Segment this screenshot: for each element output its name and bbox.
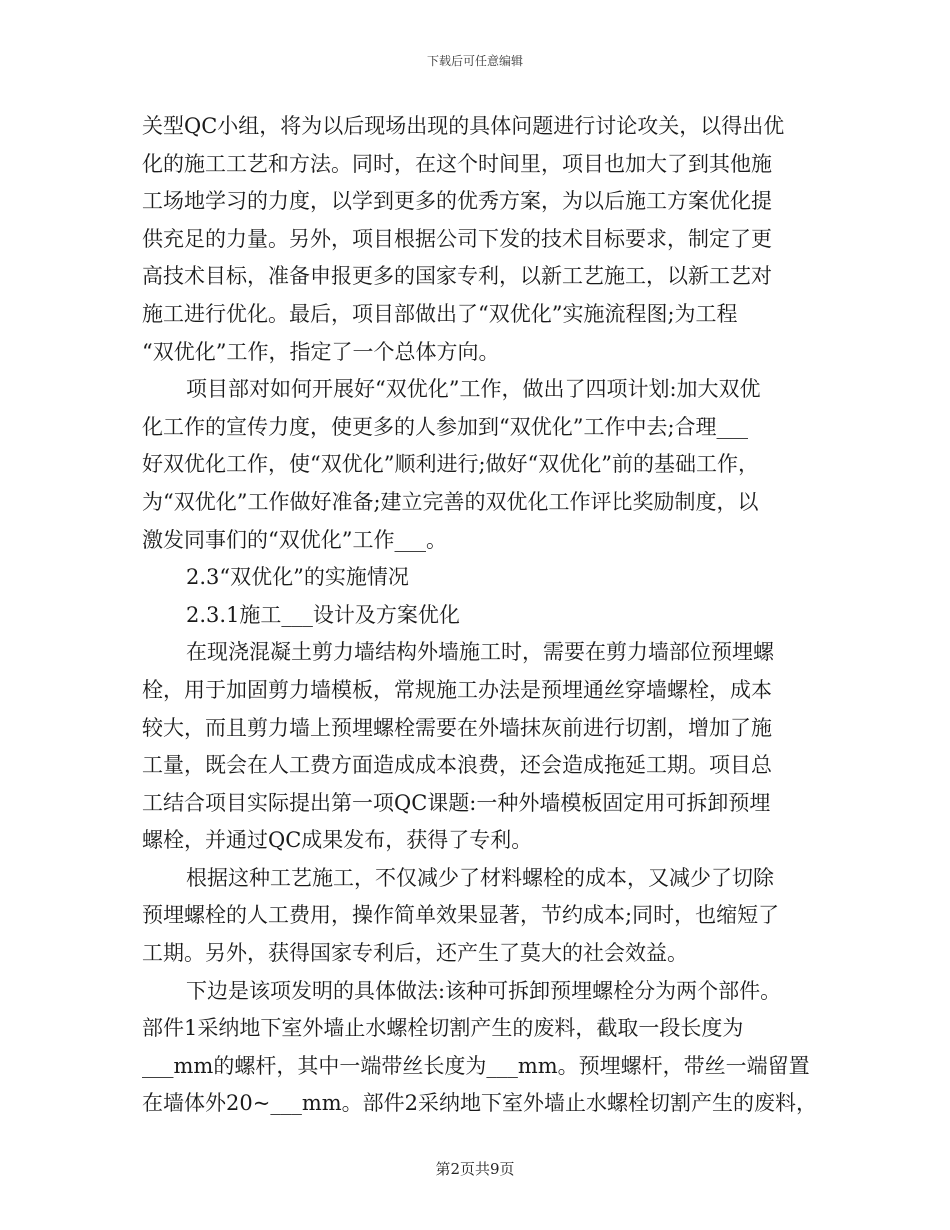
text-line: 激发同事们的“双优化”工作___。 [142,527,447,552]
text-line: 项目部对如何开展好“双优化”工作，做出了四项计划:加大双优 [186,377,761,402]
text-line: 根据这种工艺施工，不仅减少了材料螺栓的成本，又减少了切除 [186,865,774,890]
text-line: 关型QC小组，将为以后现场出现的具体问题进行讨论攻关，以得出优 [142,114,785,138]
page-header: 下载后可任意编辑 [426,54,523,68]
text-line: “双优化”工作，指定了一个总体方向。 [142,339,500,364]
text-line: 工场地学习的力度，以学到更多的优秀方案，为以后施工方案优化提 [142,189,772,214]
text-line: 栓，用于加固剪力墙模板，常规施工办法是预埋通丝穿墙螺栓，成本 [142,677,772,702]
text-line: 工量，既会在人工费方面造成成本浪费，还会造成拖延工期。项目总 [142,753,772,778]
page-footer: 第2页共9页 [435,1160,515,1178]
text-line: 工结合项目实际提出第一项QC课题:一种外墙模板固定用可拆卸预埋 [142,790,771,815]
text-line: 化的施工工艺和方法。同时，在这个时间里，项目也加大了到其他施 [142,151,772,176]
text-line: 2.3.1施工___设计及方案优化 [186,602,460,627]
text-line: 供充足的力量。另外，项目根据公司下发的技术目标要求，制定了更 [142,226,772,251]
text-line: 预埋螺栓的人工费用，操作简单效果显著，节约成本;同时，也缩短了 [142,903,780,928]
text-line: 为“双优化”工作做好准备;建立完善的双优化工作评比奖励制度，以 [142,489,759,514]
text-line: 工期。另外，获得国家专利后，还产生了莫大的社会效益。 [142,941,688,966]
text-line: 施工进行优化。最后，项目部做出了“双优化”实施流程图;为工程 [142,301,738,326]
text-line: 螺栓，并通过QC成果发布，获得了专利。 [142,828,533,853]
text-line: 部件1采纳地下室外墙止水螺栓切割产生的废料，截取一段长度为 [142,1016,744,1041]
text-line: 好双优化工作，使“双优化”顺利进行;做好“双优化”前的基础工作， [142,452,760,477]
document-body [142,108,842,1123]
text-line: ___mm的螺杆，其中一端带丝长度为___mm。预埋螺杆，带丝一端留置 [142,1053,810,1078]
text-line: 下边是该项发明的具体做法:该种可拆卸预埋螺栓分为两个部件。 [186,978,782,1003]
text-line: 化工作的宣传力度，使更多的人参加到“双优化”工作中去;合理___ [142,414,749,439]
text-line: 在现浇混凝土剪力墙结构外墙施工时，需要在剪力墙部位预埋螺 [186,640,774,665]
text-line: 2.3“双优化”的实施情况 [186,565,409,590]
text-line: 高技术目标，准备申报更多的国家专利，以新工艺施工，以新工艺对 [142,264,772,289]
text-line: 在墙体外20~___mm。部件2采纳地下室外墙止水螺栓切割产生的废料， [142,1091,818,1116]
text-line: 较大，而且剪力墙上预埋螺栓需要在外墙抹灰前进行切割，增加了施 [142,715,772,740]
